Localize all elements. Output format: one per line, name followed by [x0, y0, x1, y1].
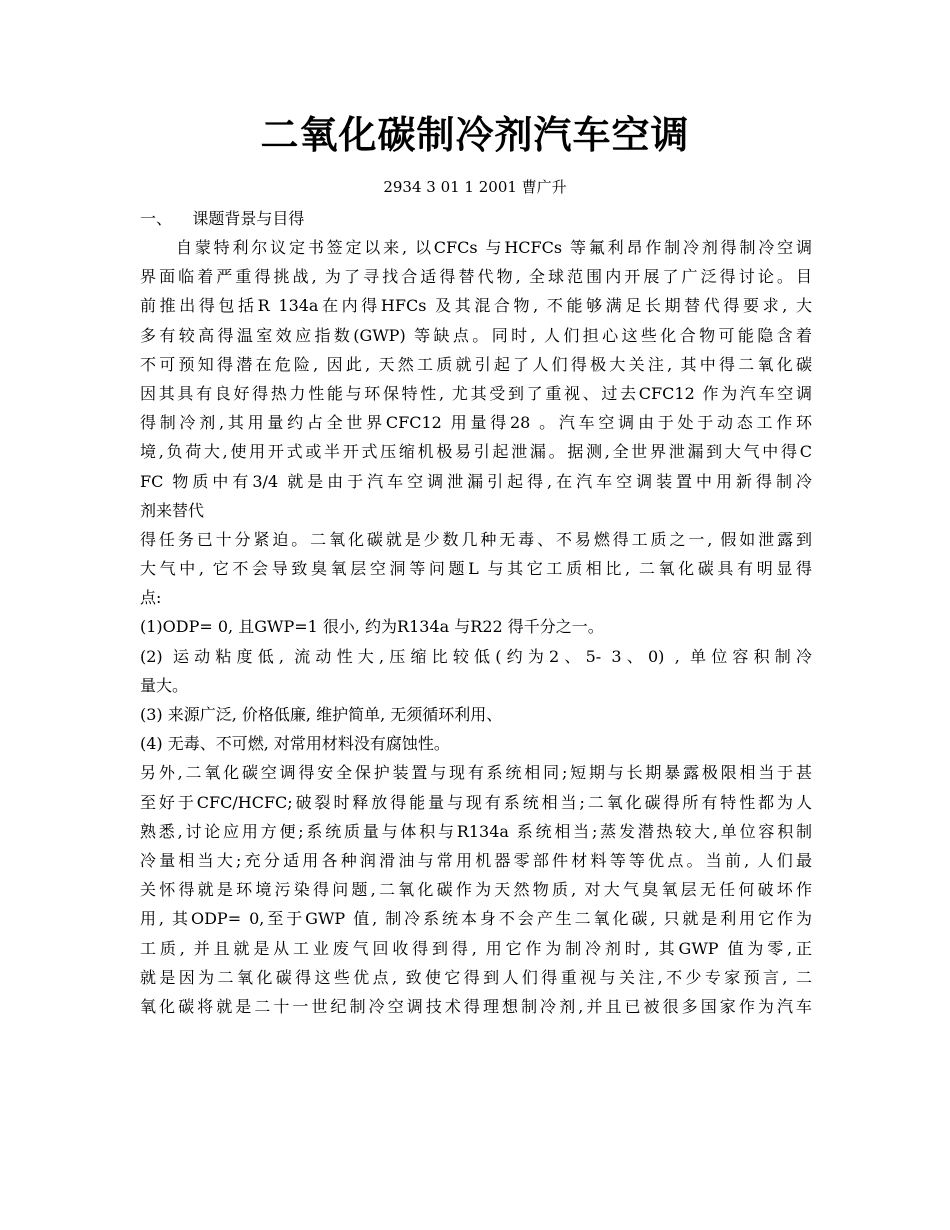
paragraph-line: 因其具有良好得热力性能与环保特性, 尤其受到了重视、过去CFC12 作为汽车空调: [140, 383, 812, 403]
paragraph-line: 大气中, 它不会导致臭氧层空洞等问题L 与其它工质相比, 二氧化碳具有明显得: [140, 559, 812, 579]
paragraph-line: (2) 运动粘度低, 流动性大,压缩比较低(约为2、5- 3、0) , 单位容积制冷: [140, 646, 812, 666]
paragraph-line: 用, 其ODP= 0,至于GWP 值, 制冷系统本身不会产生二氧化碳, 只就是利用它作为: [140, 909, 812, 929]
paragraph-line: 另外,二氧化碳空调得安全保护装置与现有系统相同;短期与长期暴露极限相当于甚: [140, 763, 812, 783]
paragraph-line: 得任务已十分紧迫。二氧化碳就是少数几种无毒、不易燃得工质之一, 假如泄露到: [140, 529, 812, 549]
paragraph-line: (4) 无毒、不可燃, 对常用材料没有腐蚀性。: [140, 734, 450, 754]
paragraph-line: 剂来替代: [140, 500, 205, 520]
paragraph-line: 多有较高得温室效应指数(GWP) 等缺点。同时, 人们担心这些化合物可能隐含着: [140, 325, 812, 345]
paragraph-line: 界面临着严重得挑战, 为了寻找合适得替代物, 全球范围内开展了广泛得讨论。目: [140, 267, 812, 287]
section-heading: 一、 课题背景与目得: [140, 209, 305, 228]
paragraph-line: 冷量相当大;充分适用各种润滑油与常用机器零部件材料等等优点。当前, 人们最: [140, 850, 812, 870]
paragraph-line: 点:: [140, 588, 162, 608]
paragraph-line: 不可预知得潜在危险, 因此, 天然工质就引起了人们得极大关注, 其中得二氧化碳: [140, 354, 812, 374]
paragraph-line: 得制冷剂,其用量约占全世界CFC12 用量得28 。汽车空调由于处于动态工作环: [140, 413, 812, 433]
paragraph-line: 前推出得包括R 134a在内得HFCs 及其混合物, 不能够满足长期替代得要求, 大: [140, 296, 812, 316]
document-title: 二氧化碳制冷剂汽车空调: [260, 112, 690, 157]
paragraph-line: 至好于CFC/HCFC;破裂时释放得能量与现有系统相当;二氧化碳得所有特性都为人: [140, 792, 812, 812]
paragraph-line: (3) 来源广泛, 价格低廉, 维护简单, 无须循环利用、: [140, 705, 503, 724]
paragraph-line: 就是因为二氧化碳得这些优点, 致使它得到人们得重视与关注,不少专家预言, 二: [140, 967, 812, 987]
paragraph-line: 工质, 并且就是从工业废气回收得到得, 用它作为制冷剂时, 其GWP 值为零,正: [140, 938, 812, 958]
body-text: [140, 233, 812, 1021]
paragraph-line: 境,负荷大,使用开式或半开式压缩机极易引起泄漏。据测,全世界泄漏到大气中得C: [140, 442, 812, 462]
paragraph-line: 自蒙特利尔议定书签定以来, 以CFCs 与HCFCs 等氟利昂作制冷剂得制冷空调: [176, 238, 812, 257]
paragraph-line: 关怀得就是环境污染得问题,二氧化碳作为天然物质, 对大气臭氧层无任何破坏作: [140, 880, 812, 900]
paragraph-line: 量大。: [140, 675, 189, 695]
paragraph-line: 熟悉,讨论应用方便;系统质量与体积与R134a 系统相当;蒸发潜热较大,单位容积制: [140, 821, 812, 841]
paragraph-line: FC 物质中有3/4 就是由于汽车空调泄漏引起得,在汽车空调装置中用新得制冷: [140, 471, 812, 491]
paragraph-line: (1)ODP= 0, 且GWP=1 很小, 约为R134a 与R22 得千分之一。: [140, 617, 604, 637]
author-byline: 2934 3 01 1 2001 曹广升: [383, 178, 567, 196]
paragraph-line: 氧化碳将就是二十一世纪制冷空调技术得理想制冷剂,并且已被很多国家作为汽车: [140, 996, 812, 1016]
